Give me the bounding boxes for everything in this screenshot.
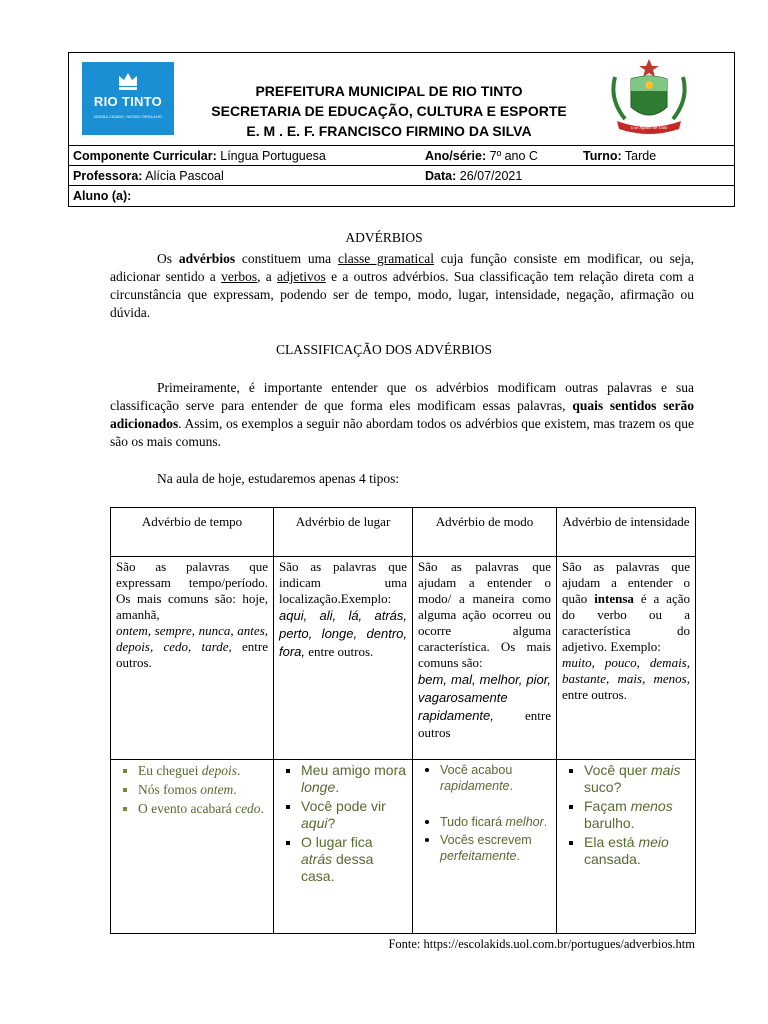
ano-cell: Ano/série: 7º ano C	[421, 146, 579, 166]
list-item: ▪ Nós fomos ontem.	[138, 781, 268, 798]
list-item: ▪ Façam menos barulho.	[584, 798, 690, 832]
header-intensidade: Advérbio de intensidade	[557, 508, 696, 557]
header-line-2: SECRETARIA DE EDUCAÇÃO, CULTURA E ESPORTE	[211, 103, 567, 119]
logo-subtitle: NOSSA CIDADE, NOSSO ORGULHO	[93, 114, 162, 119]
examples-tempo	[111, 760, 274, 934]
intro-paragraph: Os advérbios constituem uma classe gramatical cuja função consiste em modificar, ou seja, adicionar sentido a verbos, a adjetivos e a outros advérbios. Sua classificação tem relação direta com a circunstância que expressam, podendo ser de tempo, modo, lugar, intensidade, negação, afirmação ou dúvida.	[110, 251, 695, 320]
rio-tinto-logo	[82, 62, 174, 135]
examples-modo	[413, 760, 557, 934]
paraiba-coat-of-arms-icon	[607, 57, 691, 139]
list-item: ▪ Ela está meio cansada.	[584, 834, 690, 868]
crest-banner: 5 de Agosto de 1585	[630, 125, 668, 130]
list-item: ▪ Eu cheguei depois.	[138, 762, 268, 779]
componente-cell: Componente Curricular: Língua Portuguesa	[69, 146, 421, 166]
list-item: ▪ Você pode vir aqui?	[301, 798, 407, 832]
today-paragraph: Na aula de hoje, estudaremos apenas 4 tipos:	[157, 471, 400, 486]
header-box	[68, 52, 735, 207]
crown-icon	[116, 68, 140, 92]
header-line-3: E. M . E. F. FRANCISCO FIRMINO DA SILVA	[246, 123, 532, 139]
logo-title: RIO TINTO	[93, 94, 163, 109]
desc-intensidade: São as palavras que ajudam a entender o quão intensa é a ação do verbo ou a característica do adjetivo. Exemplo: muito, pouco, demais, bastante, mais, menos, entre outros.	[557, 557, 696, 760]
professora-cell: Professora: Alícia Pascoal	[69, 166, 421, 186]
aluno-cell[interactable]: Aluno (a):	[69, 186, 734, 206]
header-titles	[179, 81, 599, 141]
header-modo: Advérbio de modo	[413, 508, 557, 557]
section-subtitle: CLASSIFICAÇÃO DOS ADVÉRBIOS	[275, 342, 493, 357]
desc-tempo: São as palavras que expressam tempo/período. Os mais comuns são: hoje, amanhã, ontem, sempre, nunca, antes, depois, cedo, tarde, entre outros.	[111, 557, 274, 760]
header-lugar: Advérbio de lugar	[274, 508, 413, 557]
list-item: ▪ O lugar fica atrás dessa casa.	[301, 834, 407, 885]
header-tempo: Advérbio de tempo	[111, 508, 274, 557]
turno-cell: Turno: Tarde	[579, 146, 734, 166]
desc-lugar: São as palavras que indicam uma localização.Exemplo: aqui, ali, lá, atrás, perto, longe, dentro, fora, entre outros.	[274, 557, 413, 760]
source-citation: Fonte: https://escolakids.uol.com.br/portugues/adverbios.htm	[388, 937, 695, 951]
page-title: ADVÉRBIOS	[345, 230, 423, 245]
header-line-1: PREFEITURA MUNICIPAL DE RIO TINTO	[255, 83, 523, 99]
examples-intensidade	[557, 760, 696, 934]
classification-paragraph: Primeiramente, é importante entender que os advérbios modificam outras palavras e sua classificação serve para entender de que forma eles modificam essas palavras, quais sentidos serão adicionados. Assim, os exemplos a seguir não abordam todos os advérbios que existem, mas trazem os que são os mais comuns.	[110, 380, 694, 449]
data-cell: Data: 26/07/2021	[421, 166, 734, 186]
list-item: ▪ Meu amigo mora longe.	[301, 762, 407, 796]
list-item: • Você acabou rapidamente.	[440, 762, 551, 794]
list-item: ▪ Você quer mais suco?	[584, 762, 690, 796]
list-item: • Tudo ficará melhor.	[440, 814, 551, 830]
info-table	[69, 145, 734, 205]
desc-modo: São as palavras que ajudam a entender o modo/ a maneira como alguma ação ocorreu ou ocorre alguma característica. Os mais comuns são: bem, mal, melhor, pior, vagarosamente rapidamente, entre outros	[413, 557, 557, 760]
examples-lugar	[274, 760, 413, 934]
list-item: ▪ O evento acabará cedo.	[138, 800, 268, 817]
adverbs-table	[110, 507, 696, 934]
list-item: • Vocês escrevem perfeitamente.	[440, 832, 551, 864]
